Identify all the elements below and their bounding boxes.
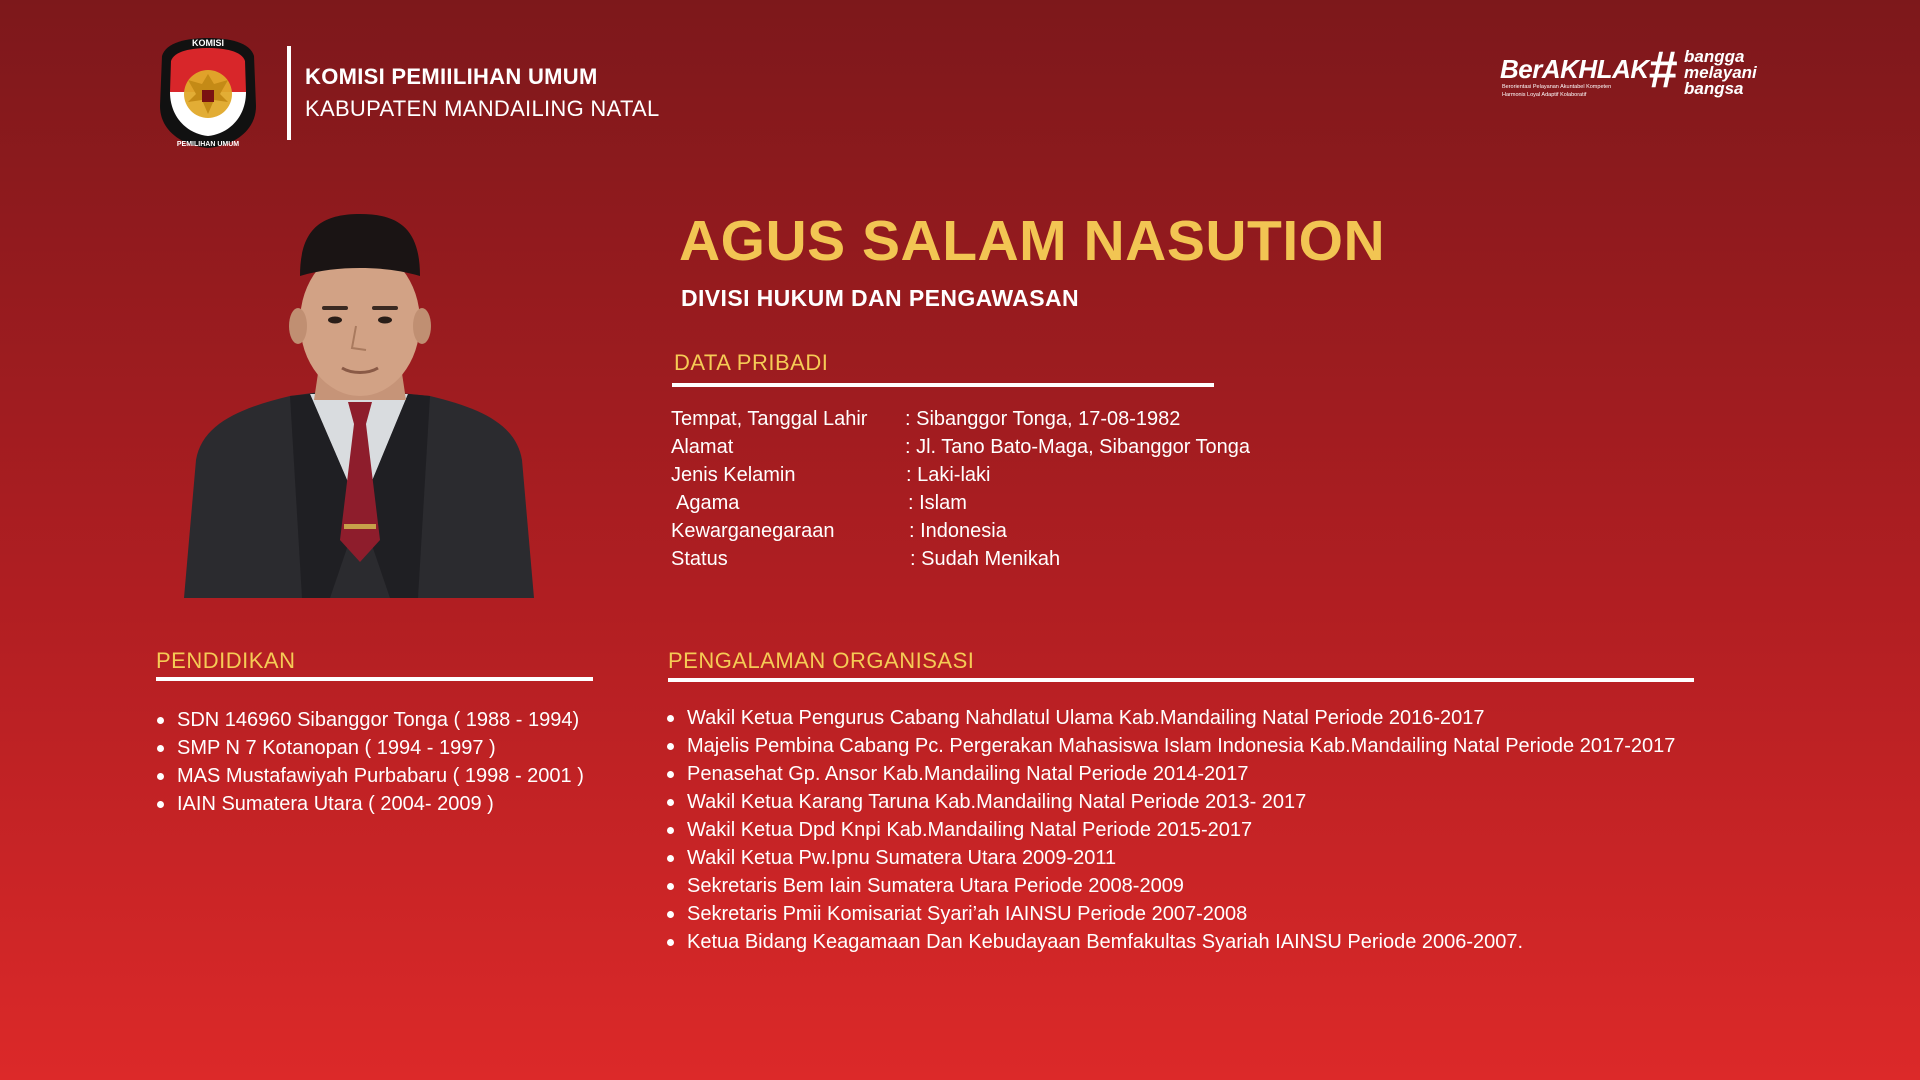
slogan-line-2: melayani — [1684, 63, 1757, 82]
row-value: : Jl. Tano Bato-Maga, Sibanggor Tonga — [905, 436, 1251, 458]
row-label: Tempat, Tanggal Lahir — [671, 408, 868, 430]
organization-list — [666, 704, 1675, 956]
header-divider — [287, 46, 291, 140]
list-item: Majelis Pembina Cabang Pc. Pergerakan Mahasiswa Islam Indonesia Kab.Mandailing Natal Periode 2017-2017 — [666, 732, 1675, 760]
list-item: Sekretaris Bem Iain Sumatera Utara Periode 2008-2009 — [666, 872, 1675, 900]
berakhlak-tagline-2: Harmonis Loyal Adaptif Kolaboratif — [1502, 92, 1587, 98]
row-value: : Sudah Menikah — [910, 548, 1061, 570]
row-label: Jenis Kelamin — [671, 464, 796, 486]
hashtag-icon: # — [1648, 41, 1677, 99]
slogan-line-1: bangga — [1684, 47, 1745, 66]
list-item: IAIN Sumatera Utara ( 2004- 2009 ) — [156, 790, 584, 818]
person-name: AGUS SALAM NASUTION — [679, 209, 1386, 273]
personal-data-title: DATA PRIBADI — [674, 350, 829, 375]
list-item: SDN 146960 Sibanggor Tonga ( 1988 - 1994) — [156, 706, 584, 734]
list-item: Sekretaris Pmii Komisariat Syari’ah IAINSU Periode 2007-2008 — [666, 900, 1675, 928]
berakhlak-logo — [1500, 42, 1770, 102]
organization-underline — [668, 678, 1694, 682]
list-item: Wakil Ketua Pengurus Cabang Nahdlatul Ulama Kab.Mandailing Natal Periode 2016-2017 — [666, 704, 1675, 732]
kpu-logo — [158, 36, 258, 150]
logo-bottom-text: PEMILIHAN UMUM — [176, 141, 240, 148]
list-item: Wakil Ketua Pw.Ipnu Sumatera Utara 2009-2011 — [666, 844, 1675, 872]
education-underline — [156, 677, 593, 681]
education-list — [156, 706, 584, 818]
list-item: Wakil Ketua Karang Taruna Kab.Mandailing Natal Periode 2013- 2017 — [666, 788, 1675, 816]
person-division: DIVISI HUKUM DAN PENGAWASAN — [681, 285, 1079, 311]
list-item: MAS Mustafawiyah Purbabaru ( 1998 - 2001 ) — [156, 762, 584, 790]
education-title: PENDIDIKAN — [156, 648, 296, 673]
org-name: KOMISI PEMIILIHAN UMUM — [305, 64, 598, 89]
row-value: : Sibanggor Tonga, 17-08-1982 — [905, 408, 1181, 430]
list-item: SMP N 7 Kotanopan ( 1994 - 1997 ) — [156, 734, 584, 762]
row-label: Kewarganegaraan — [671, 520, 835, 542]
row-value: : Indonesia — [909, 520, 1007, 542]
row-value: : Laki-laki — [906, 464, 991, 486]
list-item: Wakil Ketua Dpd Knpi Kab.Mandailing Natal Periode 2015-2017 — [666, 816, 1675, 844]
personal-data-underline — [672, 383, 1214, 387]
slogan-line-3: bangsa — [1684, 79, 1744, 98]
list-item: Penasehat Gp. Ansor Kab.Mandailing Natal Periode 2014-2017 — [666, 760, 1675, 788]
profile-photo — [180, 210, 540, 600]
logo-top-text: KOMISI — [191, 38, 225, 48]
row-label: Alamat — [671, 436, 734, 458]
row-value: : Islam — [908, 492, 967, 514]
berakhlak-tagline-1: Berorientasi Pelayanan Akuntabel Kompeten — [1502, 84, 1612, 90]
berakhlak-wordmark: BerAKHLAK — [1500, 54, 1649, 84]
org-region: KABUPATEN MANDAILING NATAL — [305, 96, 660, 121]
row-label: Agama — [676, 492, 740, 514]
row-label: Status — [671, 548, 728, 570]
organization-title: PENGALAMAN ORGANISASI — [668, 648, 975, 673]
list-item: Ketua Bidang Keagamaan Dan Kebudayaan Bemfakultas Syariah IAINSU Periode 2006-2007. — [666, 928, 1675, 956]
